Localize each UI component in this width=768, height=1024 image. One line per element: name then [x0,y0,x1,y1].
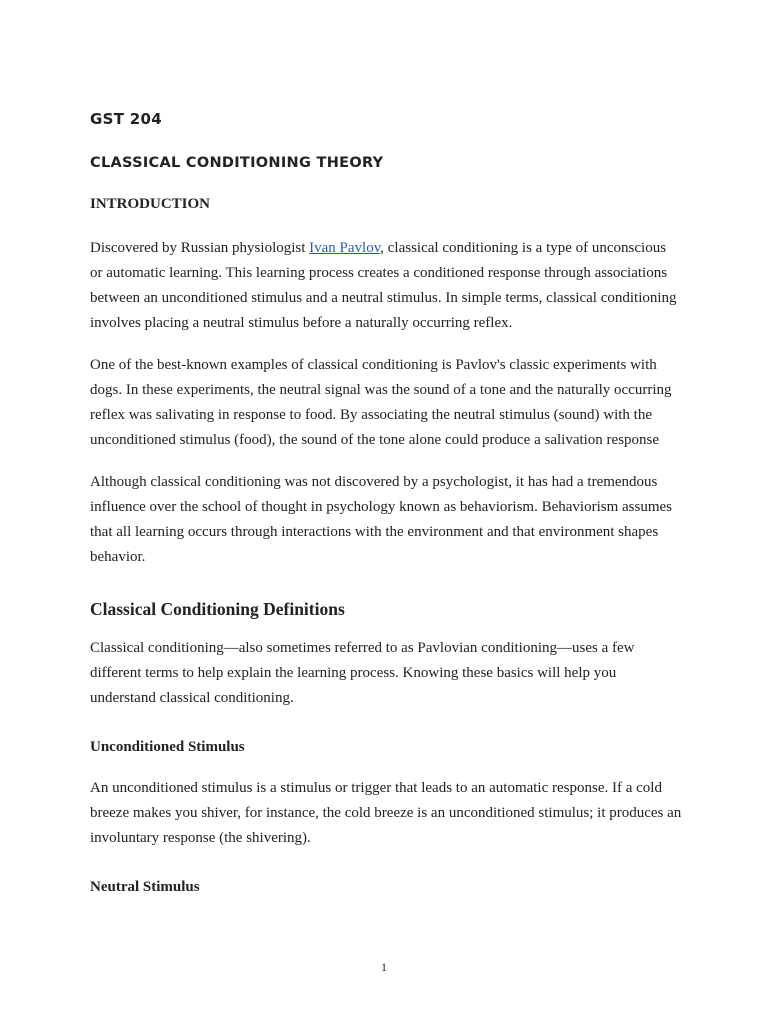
unconditioned-stimulus-paragraph: An unconditioned stimulus is a stimulus or trigger that leads to an automatic response. If a cold breeze makes you shiver, for instance, the cold breeze is an unconditioned stimulus; it produces an involuntary response (the shivering). [90,780,682,846]
intro-paragraph-1 [90,236,682,336]
definitions-paragraph: Classical conditioning—also sometimes referred to as Pavlovian conditioning—uses a few different terms to help explain the learning process. Knowing these basics will help you understand classical conditioning. [90,640,635,706]
intro-paragraph-1-rest: , classical conditioning is a type of unconscious or automatic learning. This learning process creates a conditioned response through associations between an unconditioned stimulus and a neutral stimulus. In simple terms, classical conditioning involves placing a neutral stimulus before a naturally occurring reflex. [90,240,677,331]
course-code-heading: GST 204 [90,110,162,128]
document-body [90,108,682,916]
unconditioned-stimulus-heading: Unconditioned Stimulus [90,739,245,755]
page-number: 1 [381,960,387,974]
intro-paragraph-3: Although classical conditioning was not discovered by a psychologist, it has had a tremendous influence over the school of thought in psychology known as behaviorism. Behaviorism assumes that all learning occurs through interactions with the environment and that environment shapes behavior. [90,474,672,565]
neutral-stimulus-heading: Neutral Stimulus [90,879,200,895]
intro-paragraph-1-lead: Discovered by Russian physiologist [90,240,310,256]
ivan-pavlov-link[interactable]: Ivan Pavlov [309,240,381,256]
introduction-heading: INTRODUCTION [90,196,211,212]
document-title: CLASSICAL CONDITIONING THEORY [90,155,384,171]
intro-paragraph-2: One of the best-known examples of classical conditioning is Pavlov's classic experiments with dogs. In these experiments, the neutral signal was the sound of a tone and the naturally occurring reflex was salivating in response to food. By associating the neutral stimulus (sound) with the unconditioned stimulus (food), the sound of the tone alone could produce a salivation response [90,357,672,448]
definitions-section-heading: Classical Conditioning Definitions [90,599,345,619]
